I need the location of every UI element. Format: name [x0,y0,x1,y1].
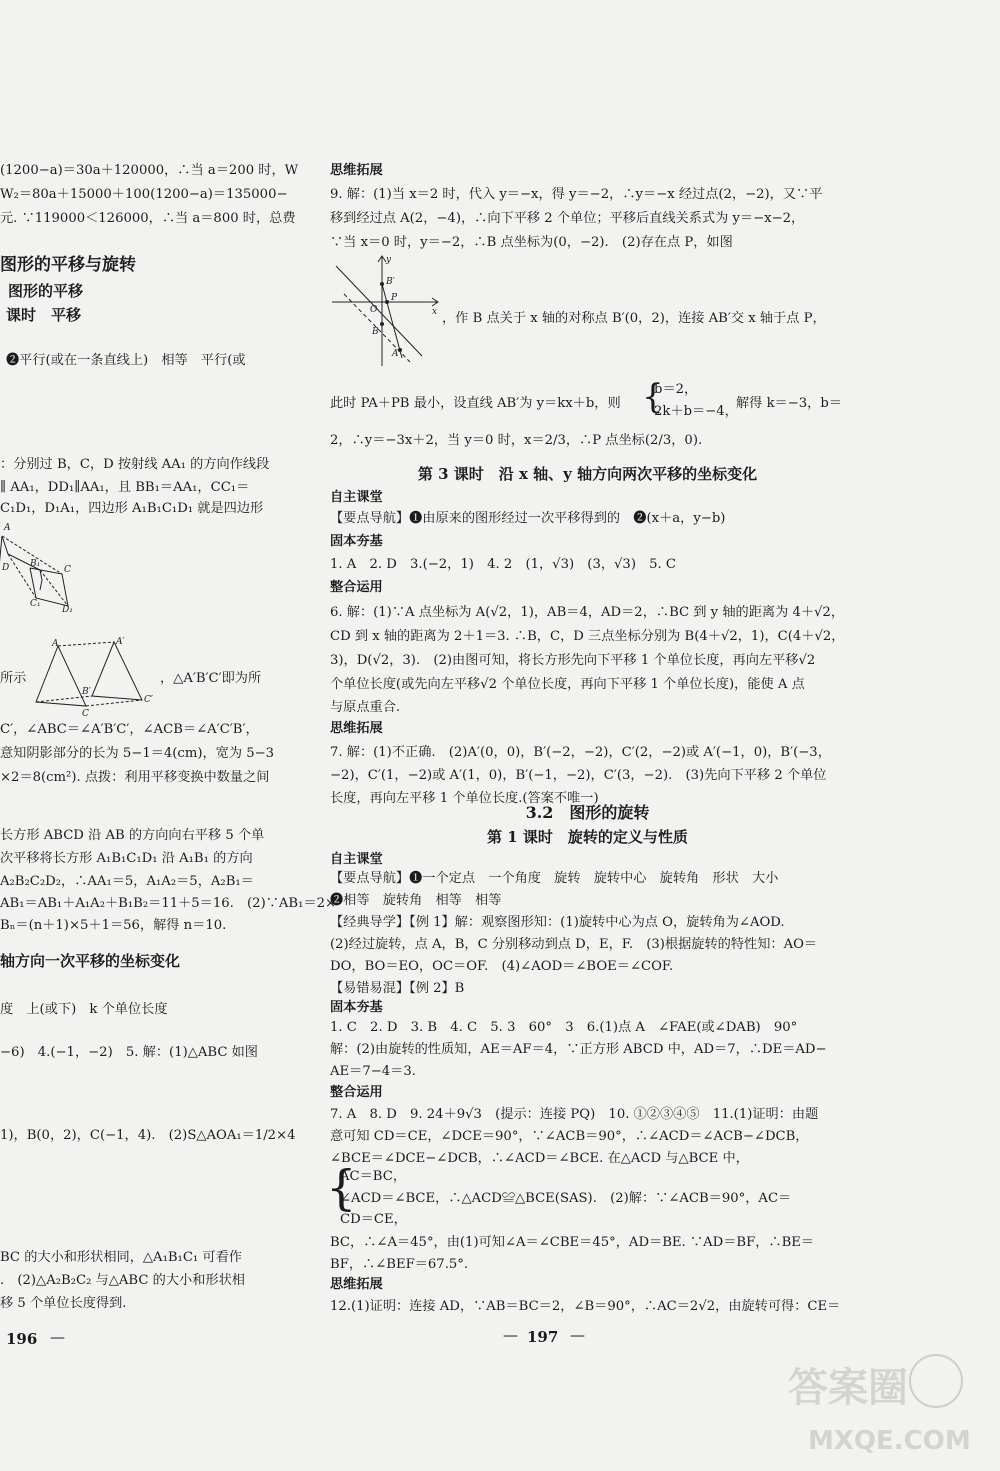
site-watermark [768,1323,988,1463]
point-label: O [370,305,378,315]
section-label: 思维拓展 [330,721,383,736]
text-line: 7. 解：(1)不正确. (2)A′(0，0)，B′(−2，−2)，C′(2，−2)或 A′(−1，0)，B′(−3， [330,745,831,760]
text-line: 度 上(或下) k 个单位长度 [0,1002,168,1017]
text-line: ：分别过 B，C，D 按射线 AA₁ 的方向作线段 [0,457,270,472]
page-number: 197 [527,1328,559,1346]
section-label: 固本夯基 [330,534,383,549]
text-line: BC，∴∠A＝45°，由(1)可知∠A＝∠CBE＝45°，AD＝BE. ∵AD＝BF，∴BE＝ [330,1235,815,1250]
lesson-heading: 课时 平移 [6,306,82,324]
text-line: 1. A 2. D 3.(−2，1) 4. 2 (1，√3) (3，√3) 5. C [330,557,677,572]
text-line: 【经典导学】【例 1】解：观察图形知：(1)旋转中心为点 O，旋转角为∠AOD. [330,915,785,930]
text-line: 长度，再向左平移 1 个单位长度.(答案不唯一) [330,791,599,806]
point-label: A [392,349,399,359]
text-line: 次平移将长方形 A₁B₁C₁D₁ 沿 A₁B₁ 的方向 [0,851,253,866]
section-label: 自主课堂 [330,490,383,505]
page-number: 196 [6,1330,38,1348]
text-line: C₁D₁，D₁A₁，四边形 A₁B₁C₁D₁ 就是四边形 [0,501,264,516]
lesson-heading: 第 3 课时 沿 x 轴、y 轴方向两次平移的坐标变化 [417,465,758,483]
section-label: 整合运用 [330,580,383,595]
triangle-translation-figure [30,636,160,718]
coordinate-figure [330,254,440,370]
point-b-prime [380,282,384,286]
text-line: (2)经过旋转，点 A，B，C 分别移动到点 D，E，F. (3)根据旋转的特性知：AO＝ [330,937,818,952]
text-line: CD 到 x 轴的距离为 2＋1＝3. ∴B，C，D 三点坐标分别为 B(4＋√2，1)，C(4＋√2， [330,629,845,644]
text-line: 解：(2)由旋转的性质知，AE＝AF＝4，∵正方形 ABCD 中，AD＝7，∴DE＝AD− [330,1042,827,1057]
point-label: B′ [82,687,91,697]
point-label: C₁ [30,599,41,609]
point-label: C [82,709,89,718]
point-label: B [372,327,379,337]
brace: { [326,1160,357,1216]
text-line: 个单位长度(或先向左平移√2 个单位长度，再向下平移 1 个单位长度)，能使 A 点 [330,677,805,692]
point-label: B₁ [30,559,41,569]
text-line: DO，BO＝EO，OC＝OF. (4)∠AOD＝∠BOE＝∠COF. [330,959,674,974]
text-line: ，作 B 点关于 x 轴的对称点 B′(0，2)，连接 AB′交 x 轴于点 P， [442,311,826,326]
text-line: ❷相等 旋转角 相等 相等 [330,893,502,908]
point-label: P [391,293,398,303]
text-line: 【易错易混】【例 2】B [330,981,465,996]
text-line: C′，∠ABC＝∠A′B′C′，∠ACB＝∠A′C′B′， [0,722,259,737]
text-line: ×2＝8(cm²). 点拨：利用平移变换中数量之间 [0,770,270,785]
brace: { [642,377,664,417]
text-line: W₂＝80a＋15000＋100(1200−a)＝135000− [0,187,288,202]
equation-line: CD＝CE， [340,1212,407,1227]
equation-line: 2k＋b＝−4， [654,404,738,419]
point-p [385,300,389,304]
page-number-dash: — [503,1326,518,1344]
text-line: ∵当 x＝0 时，y＝−2，∴B 点坐标为(0，−2). (2)存在点 P，如图 [330,235,733,250]
point-label: A′ [116,637,125,647]
point-label: C [64,565,71,575]
point-label: D₁ [62,605,73,614]
page-number-dash: — [50,1328,65,1346]
point-b [380,322,384,326]
axis-label: x [432,307,438,317]
text-line: (1200−a)＝30a＋120000，∴当 a＝200 时，W [0,163,299,178]
text-line: AB₁＝AB₁＋A₁A₂＋B₁B₂＝11＋5＝16. (2)∵AB₁＝2× [0,896,337,911]
point-label: D [2,563,10,573]
text-line: 1)，B(0，2)，C(−1，4). (2)S△AOA₁＝1/2×4 [0,1128,296,1143]
page-number-dash: — [570,1326,585,1344]
parallelogram-translation-figure [0,518,86,614]
text-line: BF，∴∠BEF＝67.5°. [330,1257,469,1272]
section-label: 思维拓展 [330,163,383,178]
text-line: Bₙ＝(n＋1)×5＋1＝56，解得 n＝10. [0,918,227,933]
section-label: 自主课堂 [330,852,383,867]
section-label: 整合运用 [330,1085,383,1100]
text-line: 与原点重合. [330,700,401,715]
lesson-heading: 轴方向一次平移的坐标变化 [0,952,181,970]
text-line: 移到经过点 A(2，−4)，∴向下平移 2 个单位；平移后直线关系式为 y＝−x−2， [330,211,805,226]
section-label: 固本夯基 [330,1000,383,1015]
text-line: 意知阴影部分的长为 5−1＝4(cm)，宽为 5−3 [0,746,275,761]
section-heading: 3.2 图形的旋转 [525,803,650,822]
text-line: 长方形 ABCD 沿 AB 的方向向右平移 5 个单 [0,828,265,843]
text-line: 所示 [0,671,27,686]
text-line: 12.(1)证明：连接 AD，∵AB＝BC＝2，∠B＝90°，∴AC＝2√2，由旋转可得：CE＝ [330,1299,841,1314]
point-label: B′ [386,277,395,287]
text-line: ❷平行(或在一条直线上) 相等 平行(或 [6,353,246,368]
subsection-heading: 图形的平移 [8,282,84,300]
text-line: ∥ AA₁，DD₁∥AA₁，且 BB₁＝AA₁，CC₁＝ [0,480,250,495]
text-line: 解得 k＝−3，b＝ [736,396,843,411]
lesson-heading: 第 1 课时 旋转的定义与性质 [487,828,688,846]
point-label: C′ [144,695,153,705]
text-line: −6) 4.(−1，−2) 5. 解：(1)△ABC 如图 [0,1045,258,1060]
axis-label: y [386,255,392,265]
text-line: 元. ∵119000＜126000，∴当 a＝800 时，总费 [0,211,296,226]
watermark-url: MXQE.COM [808,1426,971,1456]
text-line: 【要点导航】❶一个定点 一个角度 旋转 旋转中心 旋转角 形状 大小 [330,871,779,886]
point-label: A [52,639,59,649]
text-line: 9. 解：(1)当 x＝2 时，代入 y＝−x，得 y＝−2，∴y＝−x 经过点(2，−2)，又∵平 [330,187,823,202]
text-line: 1. C 2. D 3. B 4. C 5. 3 60° 3 6.(1)点 A ∠FAE(或∠DAB) 90° [330,1020,798,1035]
text-line: AE＝7−4＝3. [330,1064,416,1079]
point-label: A [4,523,11,533]
text-line: A₂B₂C₂D₂，∴AA₁＝5，A₁A₂＝5，A₂B₁＝ [0,874,254,889]
watermark-circle [910,1355,962,1407]
section-heading: 图形的平移与旋转 [0,255,136,275]
equation-line: b＝2， [654,382,698,397]
text-line: 意可知 CD＝CE，∠DCE＝90°，∵∠ACB＝90°，∴∠ACD＝∠ACB−∠DCB， [330,1129,809,1144]
equation-line: AC＝BC， [340,1169,407,1184]
watermark-title: 答案圈 [788,1365,908,1411]
text-line: 7. A 8. D 9. 24＋9√3 (提示：连接 PQ) 10. ①②③④⑤ 11.(1)证明：由题 [330,1107,819,1122]
text-line: −2)，C′(1，−2)或 A′(1，0)，B′(−1，−2)，C′(3，−2). (3)先向下平移 2 个单位 [330,768,827,783]
text-line: 移 5 个单位长度得到. [0,1296,127,1311]
text-line: . (2)△A₂B₂C₂ 与△ABC 的大小和形状相 [0,1273,245,1288]
text-line: 此时 PA＋PB 最小，设直线 AB′为 y＝kx＋b，则 [330,396,621,411]
text-line: BC 的大小和形状相同，△A₁B₁C₁ 可看作 [0,1250,242,1265]
point-a [398,348,402,352]
text-line: 2，∴y＝−3x＋2，当 y＝0 时，x＝2/3，∴P 点坐标(2/3，0). [330,433,703,448]
text-line: 【要点导航】❶由原来的图形经过一次平移得到的 ❷(x＋a，y−b) [330,511,726,526]
text-line: 3)，D(√2，3). (2)由图可知，将长方形先向下平移 1 个单位长度，再向左平移√2 [330,653,816,668]
text-line: ∠ACD＝∠BCE，∴△ACD≌△BCE(SAS). (2)解：∵∠ACB＝90°，AC＝ [340,1191,792,1206]
text-line: ，△A′B′C′即为所 [160,671,262,686]
text-line: 6. 解：(1)∵A 点坐标为 A(√2，1)，AB＝4，AD＝2，∴BC 到 y 轴的距离为 4＋√2， [330,605,845,620]
text-line: ∠BCE＝∠DCE−∠DCB，∴∠ACD＝∠BCE. 在△ACD 与△BCE 中， [330,1151,749,1166]
section-label: 思维拓展 [330,1277,383,1292]
